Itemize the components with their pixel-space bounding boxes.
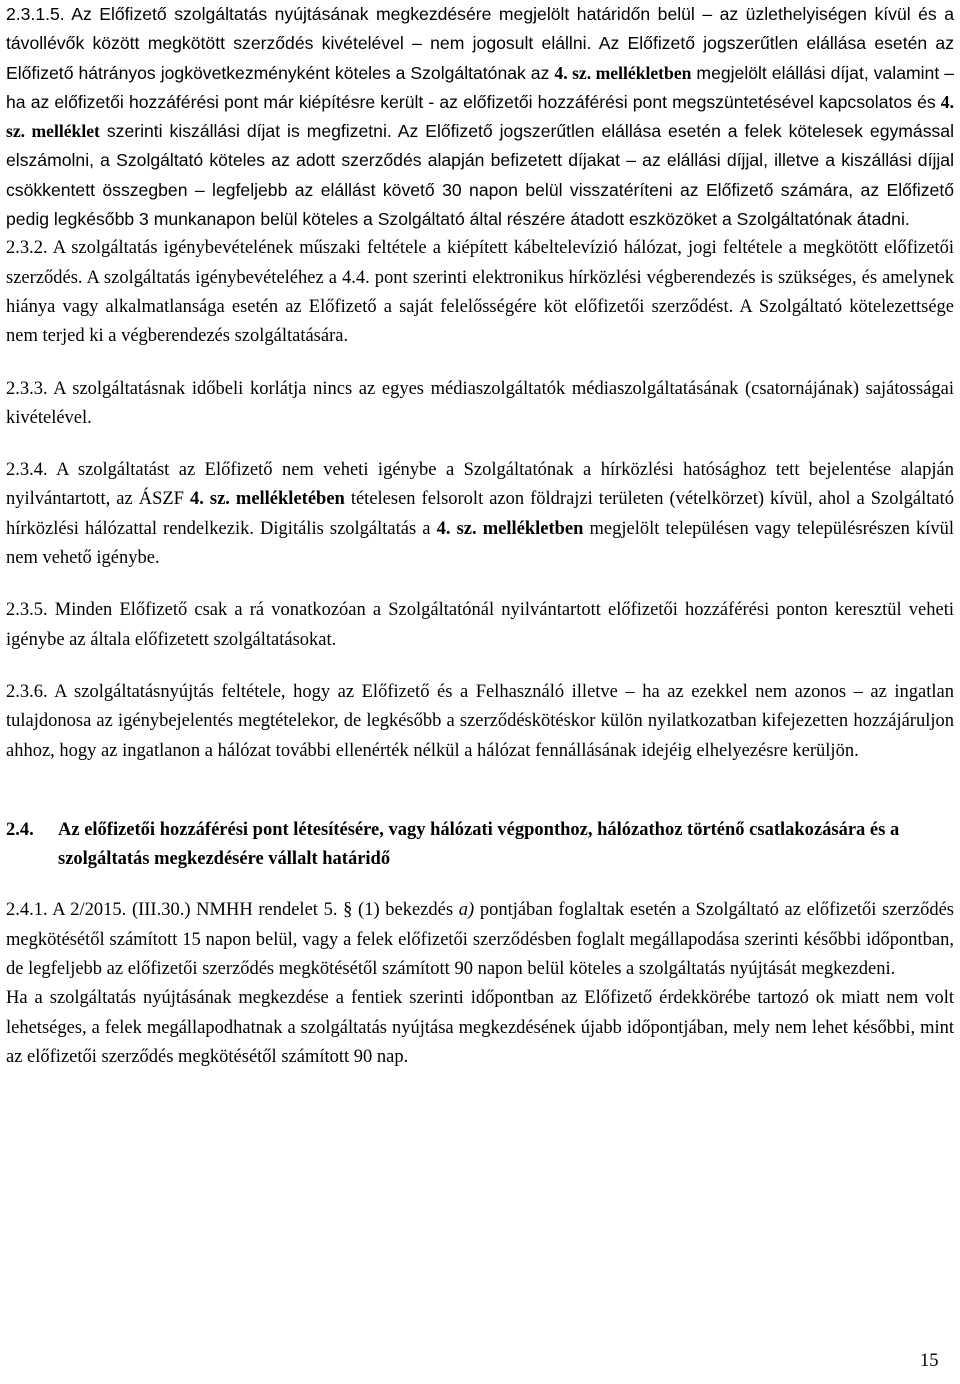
text-segment: szerinti kiszállási díjat is megfizetni. Az Előfizető jogszerűtlen elállása esetén a felek kötelesek egymással elszámolni, a Szolgáltató köteles az adott szerződés alapján befizetett díjakat – az elállási díjjal, illetve a kiszállási díjjal csökkentett összegben – legfeljebb az elállást követő 30 napon belül visszatéríteni az Előfizető számára, az Előfizető pedig legkésőbb 3 munkanapon belül köteles a Szolgáltató által részére átadott eszközöket a Szolgáltatónak átadni.: [6, 121, 955, 230]
paragraph-2-3-5: 2.3.5. Minden Előfizető csak a rá vonatkozóan a Szolgáltatónál nyilvántartott előfizetői hozzáférési ponton keresztül veheti igénybe az általa előfizetett szolgáltatásokat.: [6, 600, 954, 650]
text-segment: 2.4.1. A 2/2015. (III.30.) NMHH rendelet 5. § (1) bekezdés: [6, 900, 459, 921]
text-segment: 2.3.4. A szolgáltatást az Előfizető nem veheti igénybe a Szolgáltatónak a hírközlési hatósághoz tett bejelentése alapján nyilvántartott, az ÁSZF: [6, 460, 954, 510]
paragraph-2-4-1: [6, 896, 954, 984]
text-segment: megjelölt településen vagy településrészen kívül nem vehető igénybe.: [6, 518, 954, 569]
section-heading-2-4: [6, 816, 954, 875]
paragraph-2-3-4: [6, 456, 954, 573]
italic-reference: a): [458, 900, 475, 921]
paragraph-2-3-3: 2.3.3. A szolgáltatásnak időbeli korlátja nincs az egyes médiaszolgáltatók médiaszolgáltatásának (csatornájának) sajátosságai kivételével.: [6, 378, 954, 428]
paragraph-2-3-2: 2.3.2. A szolgáltatás igénybevételének műszaki feltétele a kiépített kábeltelevízió hálózat, jogi feltétele a megkötött előfizetői szerződés. A szolgáltatás igénybevételéhez a 4.4. pont szerinti elektronikus hírközlési végberendezés is szükséges, és amelynek hiánya vagy alkalmatlansága esetén az Előfizető a saját felelősségére köt előfizetői szerződést. A Szolgáltató kötelezettsége nem terjed ki a végberendezés szolgáltatására.: [6, 238, 954, 347]
annex-reference: 4. sz. mellékletben: [436, 518, 584, 539]
annex-reference: 4. sz. mellékletben: [554, 62, 692, 83]
page-number: 15: [920, 1351, 939, 1371]
annex-reference: 4. sz. melléklet: [6, 91, 954, 142]
document-page: [6, 0, 954, 1072]
section-title: Az előfizetői hozzáférési pont létesítésére, vagy hálózati végponthoz, hálózathoz történő csatlakozására és a szolgáltatás megkezdésére vállalt határidő: [58, 819, 900, 870]
section-number: 2.4.: [6, 819, 34, 840]
paragraph-2-3-1-5: [6, 0, 954, 234]
paragraph-2-4-1-continued: Ha a szolgáltatás nyújtásának megkezdése a fentiek szerinti időpontban az Előfizető érdekkörébe tartozó ok miatt nem volt lehetséges, a felek megállapodhatnak a szolgáltatás nyújtása megkezdésének újabb időpontjában, mely nem lehet későbbi, mint az előfizetői szerződés megkötésétől számított 90 nap.: [6, 988, 954, 1067]
text-segment: megjelölt elállási díjat, valamint – ha az előfizetői hozzáférési pont már kiépítésre került - az előfizetői hozzáférési pont megszüntetésével kapcsolatos és: [6, 62, 955, 112]
text-segment: tételesen felsorolt azon földrajzi területen (vételkörzet) kívül, ahol a Szolgáltató hírközlési hálózattal rendelkezik. Digitális szolgáltatás a: [6, 489, 954, 539]
text-segment: 2.3.1.5. Az Előfizető szolgáltatás nyújtásának megkezdésére megjelölt határidőn belül – az üzlethelyiségen kívül és a távollévők között megkötött szerződés kivételével – nem jogosult elállni. Az Előfizető jogszerűtlen elállása esetén az Előfizető hátrányos jogkövetkezményként köteles a Szolgáltatónak az: [6, 4, 954, 83]
paragraph-2-3-6: 2.3.6. A szolgáltatásnyújtás feltétele, hogy az Előfizető és a Felhasználó illetve – ha az ezekkel nem azonos – az ingatlan tulajdonosa az igénybejelentés megtételekor, de legkésőbb a szerződéskötéskor külön nyilatkozatban kifejezetten hozzájáruljon ahhoz, hogy az ingatlanon a hálózat további ellenérték nélkül a hálózat fennállásának idejéig elhelyezésre kerüljön.: [6, 681, 954, 761]
text-segment: pontjában foglaltak esetén a Szolgáltató az előfizetői szerződés megkötésétől számított 15 napon belül, vagy a felek előfizetői szerződésben foglalt megállapodása szerinti későbbi időpontban, de legfeljebb az előfizetői szerződés megkötésétől számított 90 napon belül köteles a szolgáltatás nyújtását megkezdeni.: [6, 900, 954, 980]
annex-reference: 4. sz. mellékletében: [189, 489, 345, 510]
